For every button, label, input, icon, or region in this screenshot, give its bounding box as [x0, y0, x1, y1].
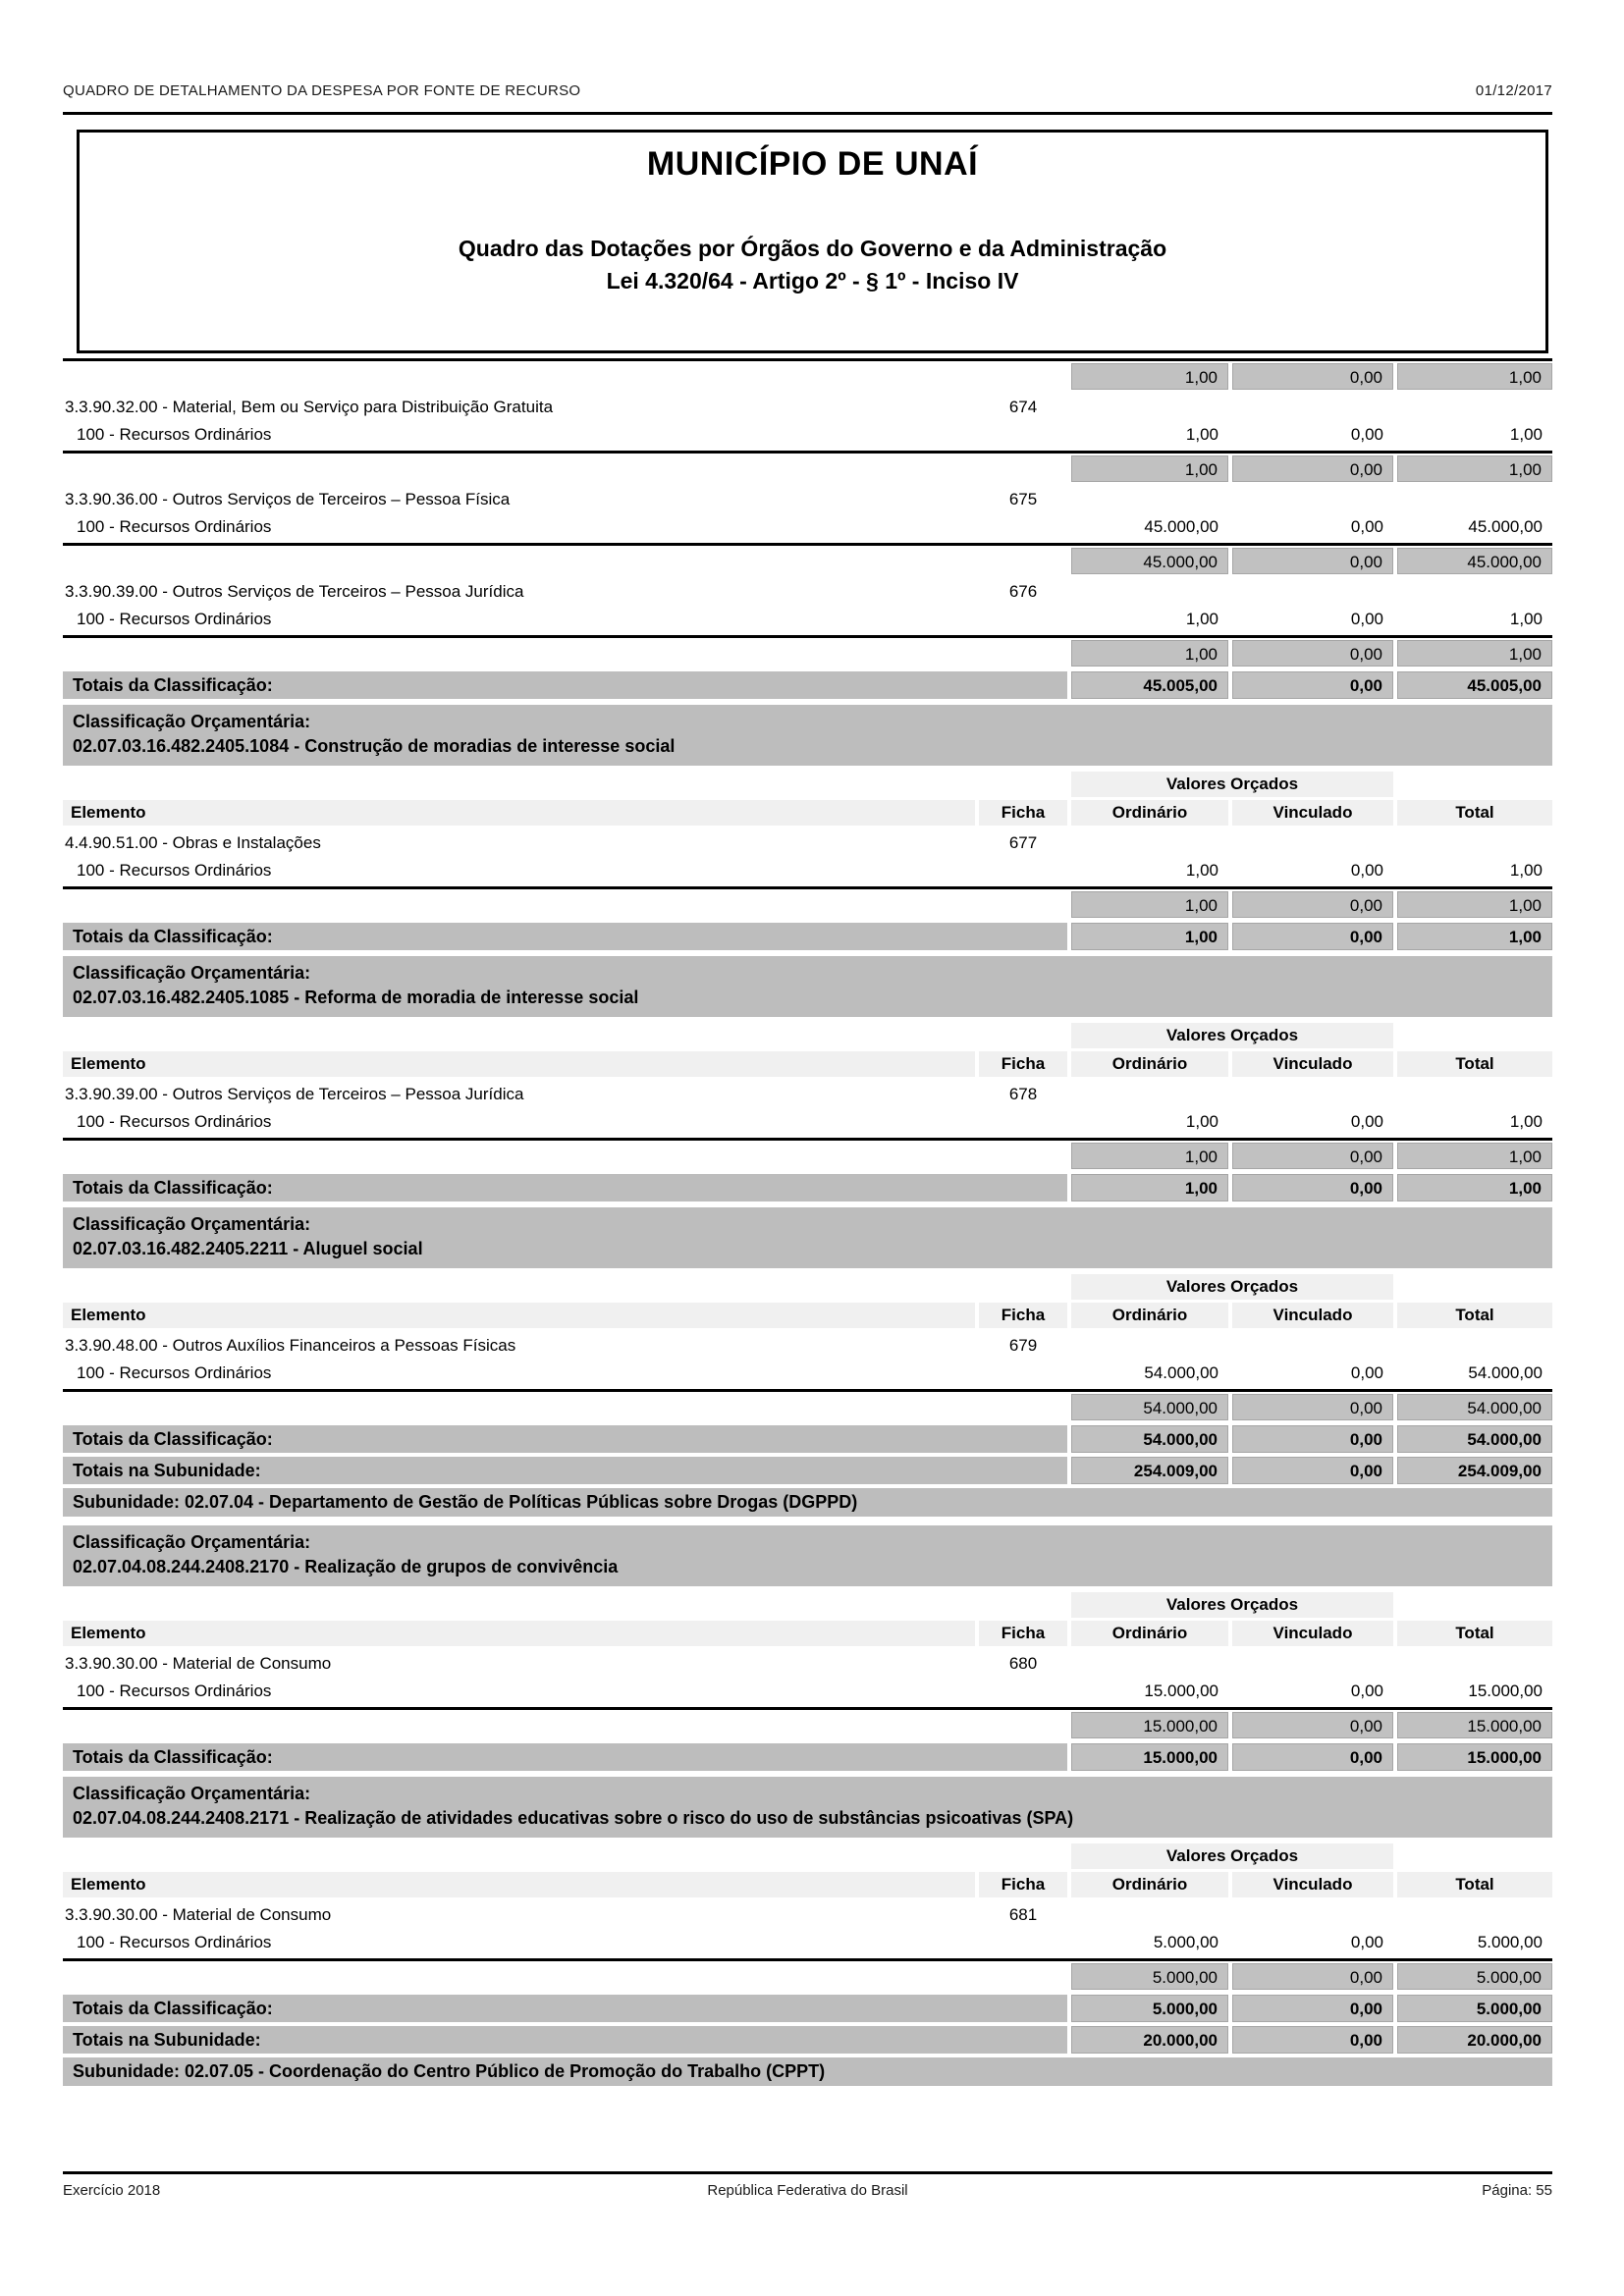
ficha-column-header: Ficha [979, 800, 1067, 826]
source-row [63, 857, 1552, 883]
valores-orcados-header: Valores Orçados [1071, 772, 1393, 797]
total-total: 15.000,00 [1397, 1743, 1552, 1771]
totals-row [63, 1425, 1552, 1453]
section-band [63, 956, 1552, 1017]
element-column-header: Elemento [63, 1303, 975, 1328]
total-column-header: Total [1397, 1051, 1552, 1077]
section-title: Classificação Orçamentária: [73, 1532, 311, 1552]
element-row [63, 489, 1552, 510]
footer-country: República Federativa do Brasil [707, 2182, 908, 2199]
total-total: 254.009,00 [1397, 1457, 1552, 1484]
ordinario-subtotal: 15.000,00 [1071, 1712, 1228, 1738]
ordinario-subtotal: 1,00 [1071, 455, 1228, 482]
section-title: Classificação Orçamentária: [73, 1214, 311, 1234]
section-code: 02.07.04.08.244.2408.2170 - Realização de grupos de convivência [73, 1557, 619, 1576]
section-code: 02.07.03.16.482.2405.1085 - Reforma de moradia de interesse social [73, 988, 639, 1007]
subtotal-rule [63, 1389, 1552, 1392]
section-band [63, 705, 1552, 766]
ordinario-column-header: Ordinário [1071, 1872, 1228, 1897]
vinculado-value: 0,00 [1350, 861, 1383, 880]
ordinario-subtotal: 1,00 [1071, 891, 1228, 918]
report-header-title: QUADRO DE DETALHAMENTO DA DESPESA POR FONTE DE RECURSO [63, 82, 581, 99]
total-total: 1,00 [1397, 1174, 1552, 1201]
section-title: Classificação Orçamentária: [73, 712, 311, 731]
totals-row [63, 671, 1552, 699]
section-band [63, 1777, 1552, 1838]
valores-spacer [63, 772, 1067, 797]
ordinario-total: 5.000,00 [1071, 1995, 1228, 2022]
totals-label: Totais da Classificação: [63, 1743, 1067, 1771]
vinculado-total: 0,00 [1232, 671, 1393, 699]
vinculado-total: 0,00 [1232, 923, 1393, 950]
element-row [63, 397, 1552, 418]
element-label: 4.4.90.51.00 - Obras e Instalações [65, 833, 321, 852]
vinculado-subtotal: 0,00 [1232, 891, 1393, 918]
section-code: 02.07.04.08.244.2408.2171 - Realização de atividades educativas sobre o risco do uso de substâncias psicoativas (SPA) [73, 1808, 1074, 1828]
totals-row [63, 1174, 1552, 1201]
subtotal-spacer [63, 1712, 1067, 1738]
totals-row [63, 2026, 1552, 2054]
subtotal-row [63, 891, 1552, 918]
vinculado-total: 0,00 [1232, 1174, 1393, 1201]
ordinario-column-header: Ordinário [1071, 800, 1228, 826]
total-value: 1,00 [1509, 1112, 1543, 1131]
total-total: 45.005,00 [1397, 671, 1552, 699]
total-column-header: Total [1397, 800, 1552, 826]
valores-header-row [63, 1592, 1552, 1618]
ordinario-value: 1,00 [1185, 861, 1218, 880]
subtotal-spacer [63, 1963, 1067, 1990]
report-date: 01/12/2017 [1475, 82, 1552, 99]
ordinario-value: 45.000,00 [1144, 517, 1218, 536]
subtotal-spacer [63, 640, 1067, 667]
vinculado-column-header: Vinculado [1232, 1621, 1393, 1646]
subtotal-spacer [63, 548, 1067, 574]
total-column-header: Total [1397, 1872, 1552, 1897]
valores-spacer [63, 1274, 1067, 1300]
vinculado-value: 0,00 [1350, 425, 1383, 444]
ordinario-column-header: Ordinário [1071, 1303, 1228, 1328]
total-value: 1,00 [1509, 425, 1543, 444]
vinculado-subtotal: 0,00 [1232, 363, 1393, 390]
element-label: 3.3.90.36.00 - Outros Serviços de Terceiros – Pessoa Física [65, 490, 511, 508]
valores-orcados-header: Valores Orçados [1071, 1274, 1393, 1300]
subtotal-spacer [63, 891, 1067, 918]
valores-spacer-right [1397, 772, 1552, 797]
total-value: 1,00 [1509, 861, 1543, 880]
column-header-row [63, 1051, 1552, 1077]
ordinario-subtotal: 5.000,00 [1071, 1963, 1228, 1990]
total-subtotal: 1,00 [1397, 640, 1552, 667]
page-footer [63, 2171, 1552, 2199]
element-row [63, 581, 1552, 603]
totals-label: Totais da Classificação: [63, 923, 1067, 950]
total-subtotal: 1,00 [1397, 1143, 1552, 1169]
subtitle-line-1: Quadro das Dotações por Órgãos do Governo e da Administração [458, 236, 1167, 261]
element-label: 3.3.90.39.00 - Outros Serviços de Terceiros – Pessoa Jurídica [65, 1085, 524, 1103]
ordinario-total: 54.000,00 [1071, 1425, 1228, 1453]
vinculado-value: 0,00 [1350, 610, 1383, 628]
source-spacer [979, 1929, 1067, 1955]
source-label: 100 - Recursos Ordinários [77, 1933, 272, 1951]
section-band [63, 1525, 1552, 1586]
ordinario-subtotal: 1,00 [1071, 640, 1228, 667]
ordinario-column-header: Ordinário [1071, 1051, 1228, 1077]
ficha-column-header: Ficha [979, 1621, 1067, 1646]
subtotal-row [63, 548, 1552, 574]
total-value: 1,00 [1509, 610, 1543, 628]
subtotal-spacer [63, 1394, 1067, 1420]
totals-row [63, 1743, 1552, 1771]
footer-exercise: Exercício 2018 [63, 2182, 161, 2199]
element-label: 3.3.90.39.00 - Outros Serviços de Terceiros – Pessoa Jurídica [65, 582, 524, 601]
section-title: Classificação Orçamentária: [73, 963, 311, 983]
ordinario-column-header: Ordinário [1071, 1621, 1228, 1646]
total-subtotal: 15.000,00 [1397, 1712, 1552, 1738]
total-value: 15.000,00 [1468, 1682, 1543, 1700]
totals-label: Totais da Classificação: [63, 1995, 1067, 2022]
vinculado-subtotal: 0,00 [1232, 1143, 1393, 1169]
vinculado-column-header: Vinculado [1232, 1051, 1393, 1077]
subtotal-rule [63, 358, 1552, 361]
total-value: 5.000,00 [1477, 1933, 1543, 1951]
valores-header-row [63, 772, 1552, 797]
municipality-title: MUNICÍPIO DE UNAÍ [646, 145, 979, 183]
valores-spacer-right [1397, 1843, 1552, 1869]
ordinario-value: 1,00 [1185, 1112, 1218, 1131]
element-row [63, 1335, 1552, 1357]
totals-label: Totais na Subunidade: [63, 1457, 1067, 1484]
ordinario-total: 254.009,00 [1071, 1457, 1228, 1484]
column-header-row [63, 1872, 1552, 1897]
column-header-row [63, 1303, 1552, 1328]
subtotal-row [63, 1712, 1552, 1738]
valores-orcados-header: Valores Orçados [1071, 1843, 1393, 1869]
source-label: 100 - Recursos Ordinários [77, 1682, 272, 1700]
totals-label: Totais da Classificação: [63, 1425, 1067, 1453]
source-spacer [979, 606, 1067, 632]
vinculado-value: 0,00 [1350, 1933, 1383, 1951]
subtotal-row [63, 1963, 1552, 1990]
ordinario-total: 20.000,00 [1071, 2026, 1228, 2054]
source-spacer [979, 1360, 1067, 1386]
element-row [63, 1904, 1552, 1926]
vinculado-total: 0,00 [1232, 1743, 1393, 1771]
subtotal-row [63, 1394, 1552, 1420]
source-label: 100 - Recursos Ordinários [77, 1112, 272, 1131]
subtotal-spacer [63, 455, 1067, 482]
vinculado-subtotal: 0,00 [1232, 1712, 1393, 1738]
element-row [63, 1653, 1552, 1675]
totals-label: Totais na Subunidade: [63, 2026, 1067, 2054]
ordinario-total: 1,00 [1071, 923, 1228, 950]
total-column-header: Total [1397, 1303, 1552, 1328]
vinculado-column-header: Vinculado [1232, 1872, 1393, 1897]
subtotal-row [63, 363, 1552, 390]
vinculado-total: 0,00 [1232, 1457, 1393, 1484]
subtotal-rule [63, 451, 1552, 454]
ordinario-value: 5.000,00 [1153, 1933, 1218, 1951]
ordinario-subtotal: 1,00 [1071, 1143, 1228, 1169]
total-subtotal: 1,00 [1397, 891, 1552, 918]
source-row [63, 1360, 1552, 1386]
totals-label: Totais da Classificação: [63, 1174, 1067, 1201]
element-label: 3.3.90.30.00 - Material de Consumo [65, 1905, 332, 1924]
vinculado-subtotal: 0,00 [1232, 548, 1393, 574]
element-label: 3.3.90.32.00 - Material, Bem ou Serviço para Distribuição Gratuita [65, 398, 554, 416]
source-row [63, 606, 1552, 632]
vinculado-column-header: Vinculado [1232, 1303, 1393, 1328]
column-header-row [63, 800, 1552, 826]
ficha-number: 678 [1008, 1085, 1038, 1103]
subunit-band: Subunidade: 02.07.04 - Departamento de Gestão de Políticas Públicas sobre Drogas (DGPPD) [63, 1488, 1552, 1517]
ordinario-value: 54.000,00 [1144, 1363, 1218, 1382]
budget-table [63, 358, 1552, 2086]
total-total: 20.000,00 [1397, 2026, 1552, 2054]
ordinario-subtotal: 45.000,00 [1071, 548, 1228, 574]
total-subtotal: 5.000,00 [1397, 1963, 1552, 1990]
subtotal-rule [63, 635, 1552, 638]
valores-header-row [63, 1023, 1552, 1048]
total-subtotal: 1,00 [1397, 363, 1552, 390]
valores-orcados-header: Valores Orçados [1071, 1023, 1393, 1048]
subtotal-row [63, 1143, 1552, 1169]
vinculado-value: 0,00 [1350, 1112, 1383, 1131]
vinculado-subtotal: 0,00 [1232, 455, 1393, 482]
vinculado-value: 0,00 [1350, 517, 1383, 536]
ficha-column-header: Ficha [979, 1872, 1067, 1897]
subunit-band: Subunidade: 02.07.05 - Coordenação do Centro Público de Promoção do Trabalho (CPPT) [63, 2057, 1552, 2086]
source-label: 100 - Recursos Ordinários [77, 861, 272, 880]
total-subtotal: 45.000,00 [1397, 548, 1552, 574]
ordinario-total: 15.000,00 [1071, 1743, 1228, 1771]
subtotal-rule [63, 1958, 1552, 1961]
totals-row [63, 1995, 1552, 2022]
column-header-row [63, 1621, 1552, 1646]
report-subtitle [80, 233, 1545, 297]
valores-spacer-right [1397, 1592, 1552, 1618]
ordinario-total: 1,00 [1071, 1174, 1228, 1201]
subtotal-row [63, 455, 1552, 482]
section-code: 02.07.03.16.482.2405.2211 - Aluguel social [73, 1239, 423, 1258]
source-row [63, 421, 1552, 448]
total-column-header: Total [1397, 1621, 1552, 1646]
vinculado-subtotal: 0,00 [1232, 1963, 1393, 1990]
valores-header-row [63, 1843, 1552, 1869]
section-band [63, 1207, 1552, 1268]
source-spacer [979, 1108, 1067, 1135]
vinculado-subtotal: 0,00 [1232, 640, 1393, 667]
element-column-header: Elemento [63, 1051, 975, 1077]
source-spacer [979, 421, 1067, 448]
section-code: 02.07.03.16.482.2405.1084 - Construção de moradias de interesse social [73, 736, 676, 756]
total-value: 45.000,00 [1468, 517, 1543, 536]
ordinario-subtotal: 54.000,00 [1071, 1394, 1228, 1420]
total-value: 54.000,00 [1468, 1363, 1543, 1382]
source-row [63, 1929, 1552, 1955]
valores-spacer-right [1397, 1023, 1552, 1048]
valores-spacer [63, 1843, 1067, 1869]
ficha-number: 676 [1008, 582, 1038, 601]
running-header [63, 82, 1552, 115]
vinculado-subtotal: 0,00 [1232, 1394, 1393, 1420]
source-spacer [979, 513, 1067, 540]
element-row [63, 832, 1552, 854]
ficha-column-header: Ficha [979, 1051, 1067, 1077]
valores-header-row [63, 1274, 1552, 1300]
vinculado-total: 0,00 [1232, 1425, 1393, 1453]
ficha-number: 674 [1008, 398, 1038, 416]
source-row [63, 513, 1552, 540]
valores-orcados-header: Valores Orçados [1071, 1592, 1393, 1618]
element-row [63, 1084, 1552, 1105]
total-total: 5.000,00 [1397, 1995, 1552, 2022]
footer-page-number: Página: 55 [1482, 2182, 1552, 2199]
valores-spacer [63, 1023, 1067, 1048]
ficha-number: 680 [1008, 1654, 1038, 1673]
ficha-column-header: Ficha [979, 1303, 1067, 1328]
title-box [77, 130, 1548, 353]
element-column-header: Elemento [63, 800, 975, 826]
source-spacer [979, 857, 1067, 883]
ficha-number: 681 [1008, 1905, 1038, 1924]
totals-row [63, 923, 1552, 950]
source-label: 100 - Recursos Ordinários [77, 425, 272, 444]
ordinario-subtotal: 1,00 [1071, 363, 1228, 390]
vinculado-value: 0,00 [1350, 1682, 1383, 1700]
ordinario-total: 45.005,00 [1071, 671, 1228, 699]
ficha-number: 675 [1008, 490, 1038, 508]
ordinario-value: 1,00 [1185, 425, 1218, 444]
ficha-number: 679 [1008, 1336, 1038, 1355]
ordinario-value: 15.000,00 [1144, 1682, 1218, 1700]
total-subtotal: 1,00 [1397, 455, 1552, 482]
element-column-header: Elemento [63, 1621, 975, 1646]
source-row [63, 1108, 1552, 1135]
totals-label: Totais da Classificação: [63, 671, 1067, 699]
ordinario-value: 1,00 [1185, 610, 1218, 628]
totals-row [63, 1457, 1552, 1484]
vinculado-column-header: Vinculado [1232, 800, 1393, 826]
source-spacer [979, 1678, 1067, 1704]
element-label: 3.3.90.30.00 - Material de Consumo [65, 1654, 332, 1673]
element-label: 3.3.90.48.00 - Outros Auxílios Financeiros a Pessoas Físicas [65, 1336, 516, 1355]
total-total: 54.000,00 [1397, 1425, 1552, 1453]
source-label: 100 - Recursos Ordinários [77, 1363, 272, 1382]
subtotal-spacer [63, 363, 1067, 390]
total-total: 1,00 [1397, 923, 1552, 950]
element-column-header: Elemento [63, 1872, 975, 1897]
total-subtotal: 54.000,00 [1397, 1394, 1552, 1420]
source-label: 100 - Recursos Ordinários [77, 610, 272, 628]
subtotal-rule [63, 543, 1552, 546]
subtitle-line-2: Lei 4.320/64 - Artigo 2º - § 1º - Inciso IV [606, 268, 1019, 294]
subtotal-rule [63, 1138, 1552, 1141]
vinculado-value: 0,00 [1350, 1363, 1383, 1382]
subtotal-rule [63, 886, 1552, 889]
vinculado-total: 0,00 [1232, 1995, 1393, 2022]
subtotal-rule [63, 1707, 1552, 1710]
ficha-number: 677 [1008, 833, 1038, 852]
valores-spacer [63, 1592, 1067, 1618]
source-row [63, 1678, 1552, 1704]
source-label: 100 - Recursos Ordinários [77, 517, 272, 536]
vinculado-total: 0,00 [1232, 2026, 1393, 2054]
section-title: Classificação Orçamentária: [73, 1784, 311, 1803]
subtotal-row [63, 640, 1552, 667]
subtotal-spacer [63, 1143, 1067, 1169]
valores-spacer-right [1397, 1274, 1552, 1300]
